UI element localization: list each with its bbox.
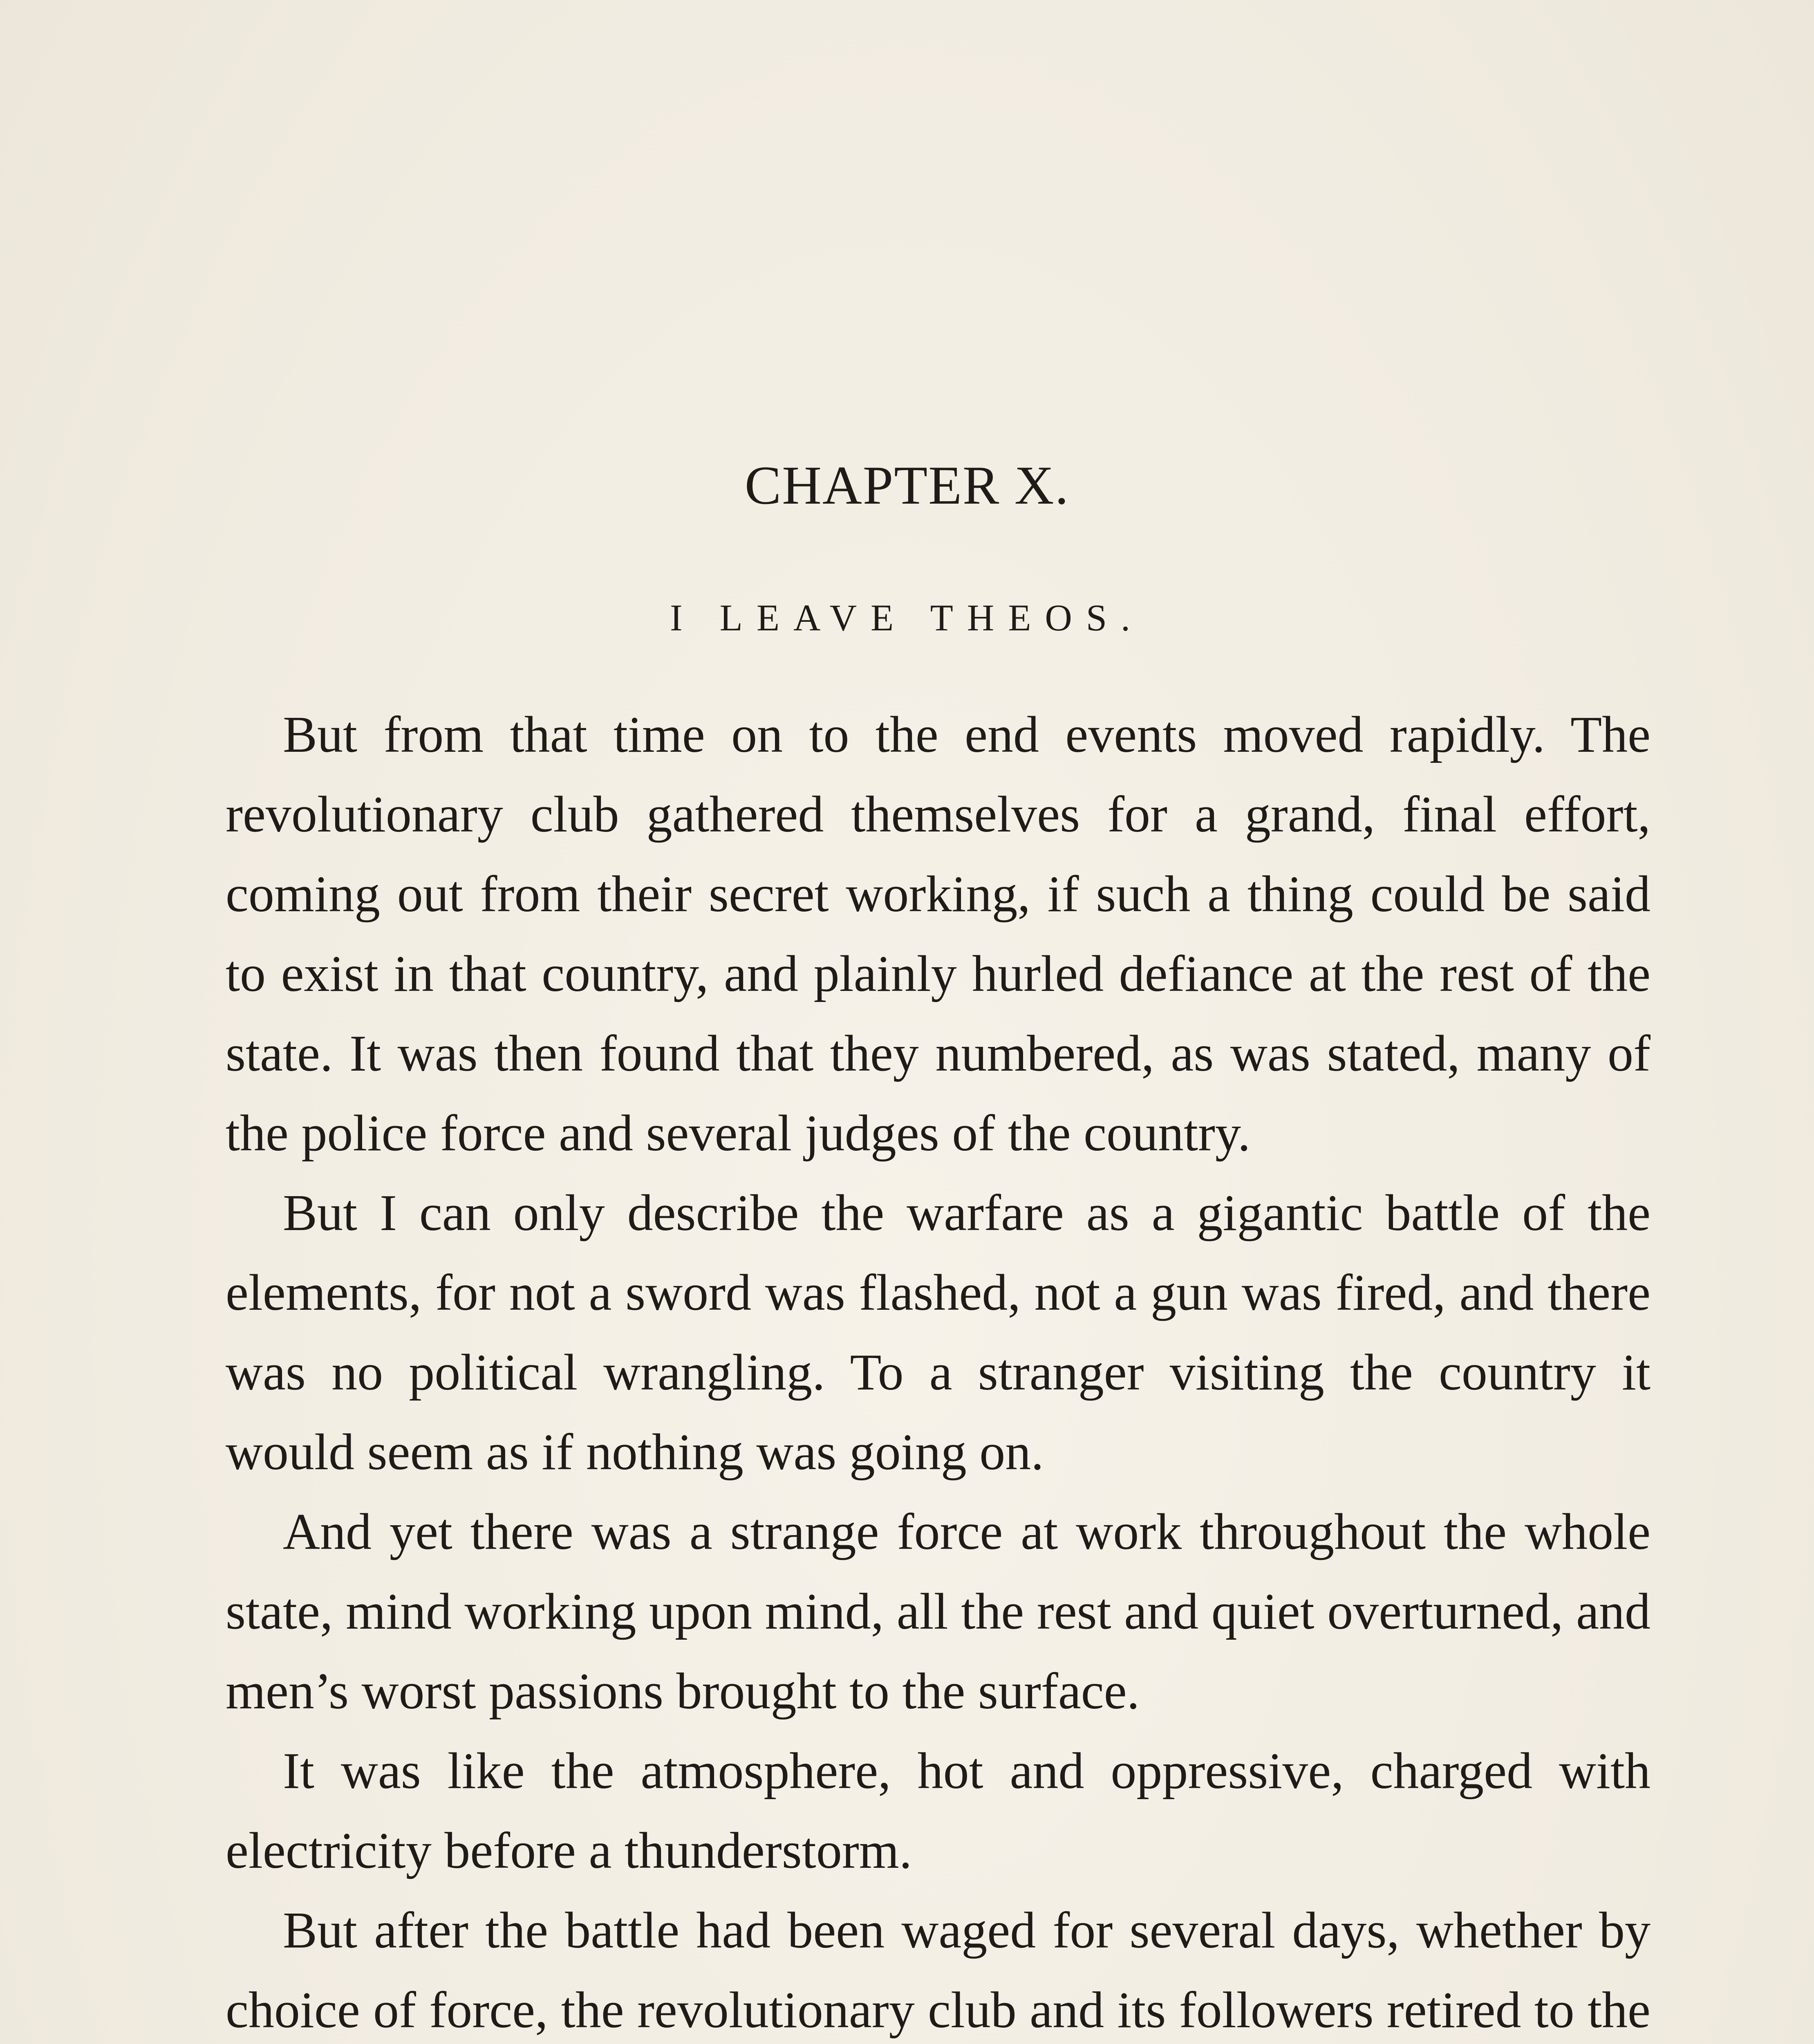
paragraph-5: But after the battle had been waged for several days, whether by choice of force, the revolutionary club and its followers retired to the bbox=[226, 1902, 1651, 2039]
paragraph-4: It was like the atmosphere, hot and oppressive, charged with electricity before a thunderstorm. bbox=[226, 1743, 1651, 1879]
paragraph-1: But from that time on to the end events moved rapidly. The revolutionary club gathered themselves for a grand, final effort, coming out from their secret working, if such a thing could be said to exist in that country, and plainly hurled defiance at the rest of the state. It was then found that they numbered, as was stated, many of the police force and several judges of the country. bbox=[226, 706, 1651, 1162]
body-text bbox=[226, 695, 1651, 2044]
paragraph-2: But I can only describe the warfare as a gigantic battle of the elements, for not a sword was flashed, not a gun was fired, and there was no political wrangling. To a stranger visiting the country it would seem as if nothing was going on. bbox=[226, 1185, 1651, 1481]
chapter-title: CHAPTER X. bbox=[744, 455, 1070, 515]
chapter-subtitle: I LEAVE THEOS. bbox=[670, 597, 1144, 639]
paragraph-3: And yet there was a strange force at work throughout the whole state, mind working upon mind, all the rest and quiet overturned, and men’s worst passions brought to the surface. bbox=[226, 1504, 1651, 1720]
